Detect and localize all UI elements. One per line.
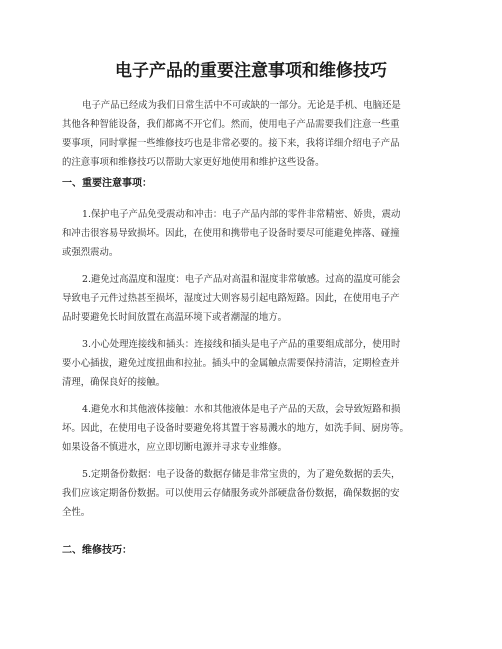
item-line: 5.定期备份数据：电子设备的数据存储是非常宝贵的，为了避免数据的丢失，: [82, 469, 401, 480]
notes-item-5: [62, 465, 442, 522]
item-line: 4.避免水和其他液体接触：水和其他液体是电子产品的天敌，会导致短路和损: [82, 404, 401, 415]
notes-item-1: [62, 205, 442, 262]
section-heading-repair: 二、维修技巧：: [62, 545, 132, 556]
item-line: 和冲击很容易导致损坏。因此，在使用和携带电子设备时要尽可能避免摔落、碰撞: [62, 228, 400, 239]
intro-line: 其他各种智能设备，我们都离不开它们。然而，使用电子产品需要我们注意一些重: [62, 119, 400, 130]
item-line: 1.保护电子产品免受震动和冲击：电子产品内部的零件非常精密、娇贵，震动: [82, 209, 401, 220]
document-title: 电子产品的重要注意事项和维修技巧: [115, 61, 387, 81]
item-line: 要小心插拔，避免过度扭曲和拉扯。插头中的金属触点需要保持清洁，定期检查并: [62, 358, 400, 369]
intro-line: 电子产品已经成为我们日常生活中不可或缺的一部分。无论是手机、电脑还是: [82, 100, 401, 111]
item-line: 2.避免过高温度和湿度：电子产品对高温和湿度非常敏感。过高的温度可能会: [82, 274, 401, 285]
notes-item-3: [62, 335, 442, 392]
item-line: 3.小心处理连接线和插头：连接线和插头是电子产品的重要组成部分，使用时: [82, 339, 401, 350]
item-line: 清理，确保良好的接触。: [62, 377, 166, 388]
item-line: 品时要避免长时间放置在高温环境下或者潮湿的地方。: [62, 312, 288, 323]
item-line: 全性。: [62, 507, 91, 518]
intro-line: 要事项，同时掌握一些维修技巧也是非常必要的。接下来，我将详细介绍电子产品: [62, 138, 400, 149]
notes-item-2: [62, 270, 442, 327]
item-line: 或强烈震动。: [62, 247, 119, 258]
item-line: 我们应该定期备份数据。可以使用云存储服务或外部硬盘备份数据，确保数据的安: [62, 488, 400, 499]
section-heading-notes: 一、重要注意事项：: [62, 178, 152, 189]
item-line: 导致电子元件过热甚至损坏，湿度过大则容易引起电路短路。因此，在使用电子产: [62, 293, 400, 304]
item-line: 坏。因此，在使用电子设备时要避免将其置于容易溅水的地方，如洗手间、厨房等。: [62, 423, 409, 434]
notes-item-4: [62, 400, 442, 457]
intro-paragraph: [62, 96, 442, 172]
intro-line: 的注意事项和维修技巧以帮助大家更好地使用和维护这些设备。: [62, 157, 325, 168]
item-line: 如果设备不慎进水，应立即切断电源并寻求专业维修。: [62, 442, 288, 453]
